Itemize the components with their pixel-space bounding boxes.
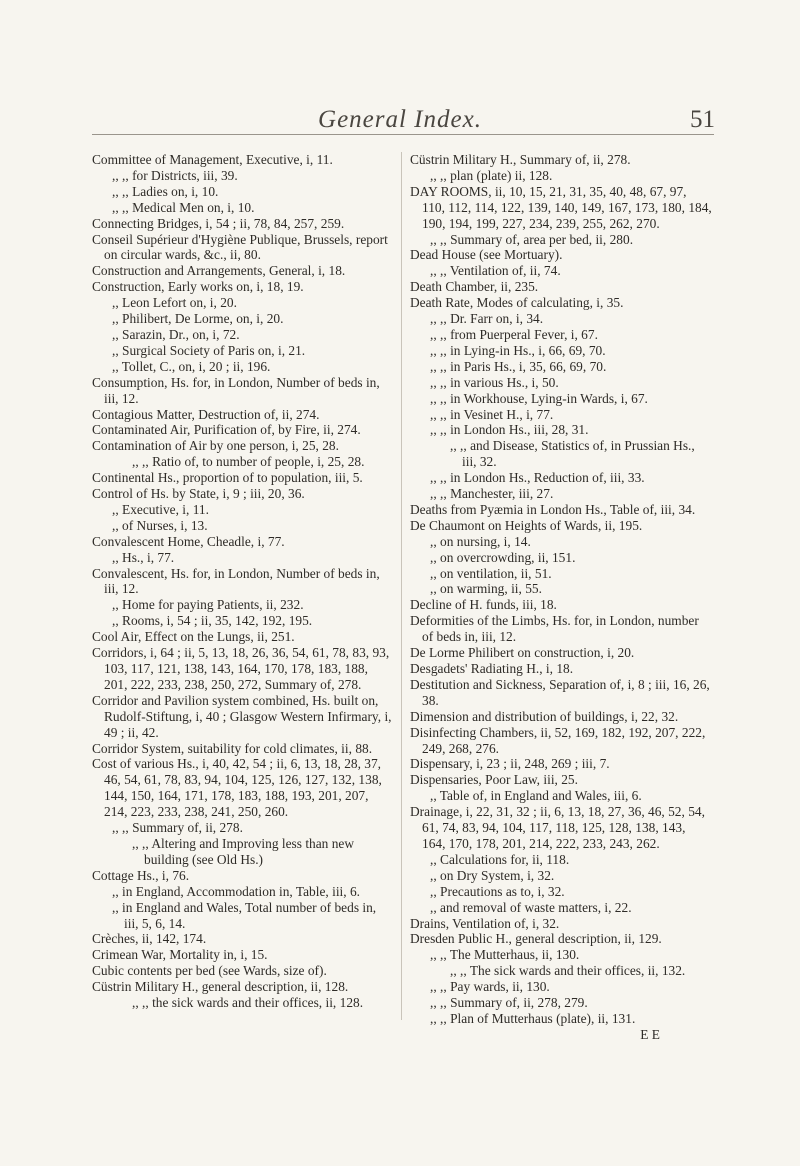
index-entry: DAY ROOMS, ii, 10, 15, 21, 31, 35, 40, 48, 67, 97, 110, 112, 114, 122, 139, 140, 149, 167, 173, 180, 184, 190, 194, 199, 227, 234, 239, 255, 262, 270. <box>410 183 712 231</box>
index-entry: Destitution and Sickness, Separation of, i, 8 ; iii, 16, 26, 38. <box>410 676 710 708</box>
index-entry: ,, of Nurses, i, 13. <box>112 517 208 533</box>
index-entry: ,, Home for paying Patients, ii, 232. <box>112 597 304 613</box>
index-entry: Dispensaries, Poor Law, iii, 25. <box>410 772 578 788</box>
index-entry: Deformities of the Limbs, Hs. for, in London, number of beds in, iii, 12. <box>410 613 699 645</box>
index-entry: ,, ,, in London Hs., Reduction of, iii, 33. <box>430 470 645 486</box>
index-entry: ,, ,, plan (plate) ii, 128. <box>430 167 553 183</box>
index-entry: Drainage, i, 22, 31, 32 ; ii, 6, 13, 18, 27, 36, 46, 52, 54, 61, 74, 83, 94, 104, 117, 118, 125, 128, 138, 143, 164, 170, 178, 201, 214, 222, 233, 243, 262. <box>410 804 705 851</box>
index-entry: ,, ,, Summary of, ii, 278. <box>112 820 243 836</box>
running-title: General Index. <box>318 106 482 133</box>
index-column-right <box>410 152 712 1043</box>
index-entry: ,, Calculations for, ii, 118. <box>430 851 570 867</box>
index-entry: Cubic contents per bed (see Wards, size of). <box>92 963 327 979</box>
index-entry: ,, ,, The sick wards and their offices, ii, 132. <box>450 963 686 979</box>
index-entry: ,, Philibert, De Lorme, on, i, 20. <box>112 311 284 327</box>
index-entry: ,, ,, Pay wards, ii, 130. <box>430 979 550 995</box>
index-entry: ,, ,, in Paris Hs., i, 35, 66, 69, 70. <box>430 358 607 374</box>
index-entry: ,, ,, for Districts, iii, 39. <box>112 167 238 183</box>
header-rule <box>92 134 714 135</box>
index-entry: Decline of H. funds, iii, 18. <box>410 597 557 613</box>
index-entry: ,, ,, in various Hs., i, 50. <box>430 374 559 390</box>
index-column-left <box>92 152 392 1011</box>
index-entry: ,, on overcrowding, ii, 151. <box>430 549 576 565</box>
index-entry: ,, on warming, ii, 55. <box>430 581 542 597</box>
index-entry: ,, ,, Medical Men on, i, 10. <box>112 199 255 215</box>
index-entry: Desgadets' Radiating H., i, 18. <box>410 661 574 676</box>
index-entry: ,, Surgical Society of Paris on, i, 21. <box>112 342 306 358</box>
index-entry: Control of Hs. by State, i, 9 ; iii, 20, 36. <box>92 486 305 502</box>
index-entry: ,, Tollet, C., on, i, 20 ; ii, 196. <box>112 358 271 374</box>
index-entry: Corridors, i, 64 ; ii, 5, 13, 18, 26, 36, 54, 61, 78, 83, 93, 103, 117, 121, 138, 143, 164, 170, 178, 183, 188, 201, 222, 233, 238, 250, 272, Summary of, 278. <box>92 645 390 692</box>
index-entry: ,, Leon Lefort on, i, 20. <box>112 295 237 311</box>
signature-mark: E E <box>640 1026 660 1042</box>
index-entry: Connecting Bridges, i, 54 ; ii, 78, 84, 257, 259. <box>92 215 345 231</box>
index-entry: Contagious Matter, Destruction of, ii, 274. <box>92 406 320 422</box>
index-entry: ,, on nursing, i, 14. <box>430 533 531 549</box>
index-entry: ,, ,, Summary of, area per bed, ii, 280. <box>430 231 634 247</box>
index-entry: ,, ,, from Puerperal Fever, i, 67. <box>430 326 598 342</box>
index-entry: Construction, Early works on, i, 18, 19. <box>92 279 304 295</box>
index-entry: Death Chamber, ii, 235. <box>410 279 539 295</box>
index-entry: ,, Hs., i, 77. <box>112 549 175 565</box>
index-entry: Continental Hs., proportion of to population, iii, 5. <box>92 470 363 486</box>
index-entry: Cüstrin Military H., general description, ii, 128. <box>92 979 349 995</box>
index-entry: Cool Air, Effect on the Lungs, ii, 251. <box>92 629 295 645</box>
index-entry: Death Rate, Modes of calculating, i, 35. <box>410 295 624 311</box>
index-entry: ,, ,, Summary of, ii, 278, 279. <box>430 995 588 1011</box>
index-entry: Cost of various Hs., i, 40, 42, 54 ; ii, 6, 13, 18, 28, 37, 46, 54, 61, 78, 83, 94, 104, 125, 126, 127, 132, 138, 144, 150, 164, 171, 178, 183, 188, 193, 201, 207, 214, 223, 233, 238, 241, 250, 260. <box>92 756 382 820</box>
index-entry: ,, ,, Plan of Mutterhaus (plate), ii, 131. <box>430 1010 636 1026</box>
index-entry: ,, Rooms, i, 54 ; ii, 35, 142, 192, 195. <box>112 613 313 629</box>
index-entry: ,, ,, Ratio of, to number of people, i, 25, 28. <box>132 454 365 470</box>
index-entry: Dispensary, i, 23 ; ii, 248, 269 ; iii, 7. <box>410 756 610 772</box>
index-entry: ,, ,, in Workhouse, Lying-in Wards, i, 67. <box>430 390 648 406</box>
index-entry: Convalescent Home, Cheadle, i, 77. <box>92 533 285 549</box>
index-entry: Cottage Hs., i, 76. <box>92 867 190 883</box>
index-entry: De Chaumont on Heights of Wards, ii, 195. <box>410 517 643 533</box>
index-entry: Contamination of Air by one person, i, 25, 28. <box>92 438 339 454</box>
index-entry: Dresden Public H., general description, ii, 129. <box>410 931 662 947</box>
index-entry: Deaths from Pyæmia in London Hs., Table of, iii, 34. <box>410 501 696 517</box>
index-entry: ,, ,, the sick wards and their offices, ii, 128. <box>132 995 364 1011</box>
index-entry: Dimension and distribution of buildings, i, 22, 32. <box>410 708 679 724</box>
index-entry: Committee of Management, Executive, i, 11. <box>92 152 333 167</box>
index-entry: ,, on Dry System, i, 32. <box>430 867 555 883</box>
index-entry: ,, and removal of waste matters, i, 22. <box>430 899 632 915</box>
index-entry: Corridor System, suitability for cold climates, ii, 88. <box>92 740 373 756</box>
index-entry: ,, Table of, in England and Wales, iii, 6. <box>430 788 642 804</box>
index-entry: Crèches, ii, 142, 174. <box>92 931 207 947</box>
index-entry: Contaminated Air, Purification of, by Fire, ii, 274. <box>92 422 361 438</box>
index-entry: ,, ,, in Vesinet H., i, 77. <box>430 406 554 422</box>
index-entry: ,, Executive, i, 11. <box>112 501 209 517</box>
index-entry: ,, in England, Accommodation in, Table, iii, 6. <box>112 883 360 899</box>
index-entry: Conseil Supérieur d'Hygiène Publique, Brussels, report on circular wards, &c., ii, 80. <box>92 231 388 263</box>
index-entry: ,, ,, Ventilation of, ii, 74. <box>430 263 561 279</box>
index-entry: Consumption, Hs. for, in London, Number of beds in, iii, 12. <box>92 374 380 406</box>
index-entry: ,, ,, The Mutterhaus, ii, 130. <box>430 947 580 963</box>
index-entry: ,, Sarazin, Dr., on, i, 72. <box>112 326 240 342</box>
index-entry: Convalescent, Hs. for, in London, Number of beds in, iii, 12. <box>92 565 380 597</box>
index-entry: ,, in England and Wales, Total number of beds in, iii, 5, 6, 14. <box>112 899 377 931</box>
column-divider <box>401 152 402 1020</box>
index-entry: ,, Precautions as to, i, 32. <box>430 883 565 899</box>
index-entry: ,, ,, in London Hs., iii, 28, 31. <box>430 422 589 438</box>
index-entry: ,, ,, in Lying-in Hs., i, 66, 69, 70. <box>430 342 606 358</box>
index-entry: ,, on ventilation, ii, 51. <box>430 565 552 581</box>
index-entry: De Lorme Philibert on construction, i, 20. <box>410 645 635 661</box>
index-entry: ,, ,, Manchester, iii, 27. <box>430 486 554 502</box>
index-entry: ,, ,, Ladies on, i, 10. <box>112 183 219 199</box>
index-entry: ,, ,, and Disease, Statistics of, in Prussian Hs., iii, 32. <box>450 438 695 470</box>
index-entry: Construction and Arrangements, General, i, 18. <box>92 263 346 279</box>
index-entry: Crimean War, Mortality in, i, 15. <box>92 947 268 963</box>
index-entry: ,, ,, Dr. Farr on, i, 34. <box>430 311 544 327</box>
page-number: 51 <box>690 106 715 133</box>
index-entry: Dead House (see Mortuary). <box>410 247 563 263</box>
index-entry: ,, ,, Altering and Improving less than new building (see Old Hs.) <box>132 835 355 867</box>
index-entry: Cüstrin Military H., Summary of, ii, 278. <box>410 152 631 167</box>
index-entry: Drains, Ventilation of, i, 32. <box>410 915 560 931</box>
index-entry: Corridor and Pavilion system combined, Hs. built on, Rudolf-Stiftung, i, 40 ; Glasgow Western Infirmary, i, 49 ; ii, 42. <box>92 692 392 740</box>
index-entry: Disinfecting Chambers, ii, 52, 169, 182, 192, 207, 222, 249, 268, 276. <box>410 724 706 756</box>
